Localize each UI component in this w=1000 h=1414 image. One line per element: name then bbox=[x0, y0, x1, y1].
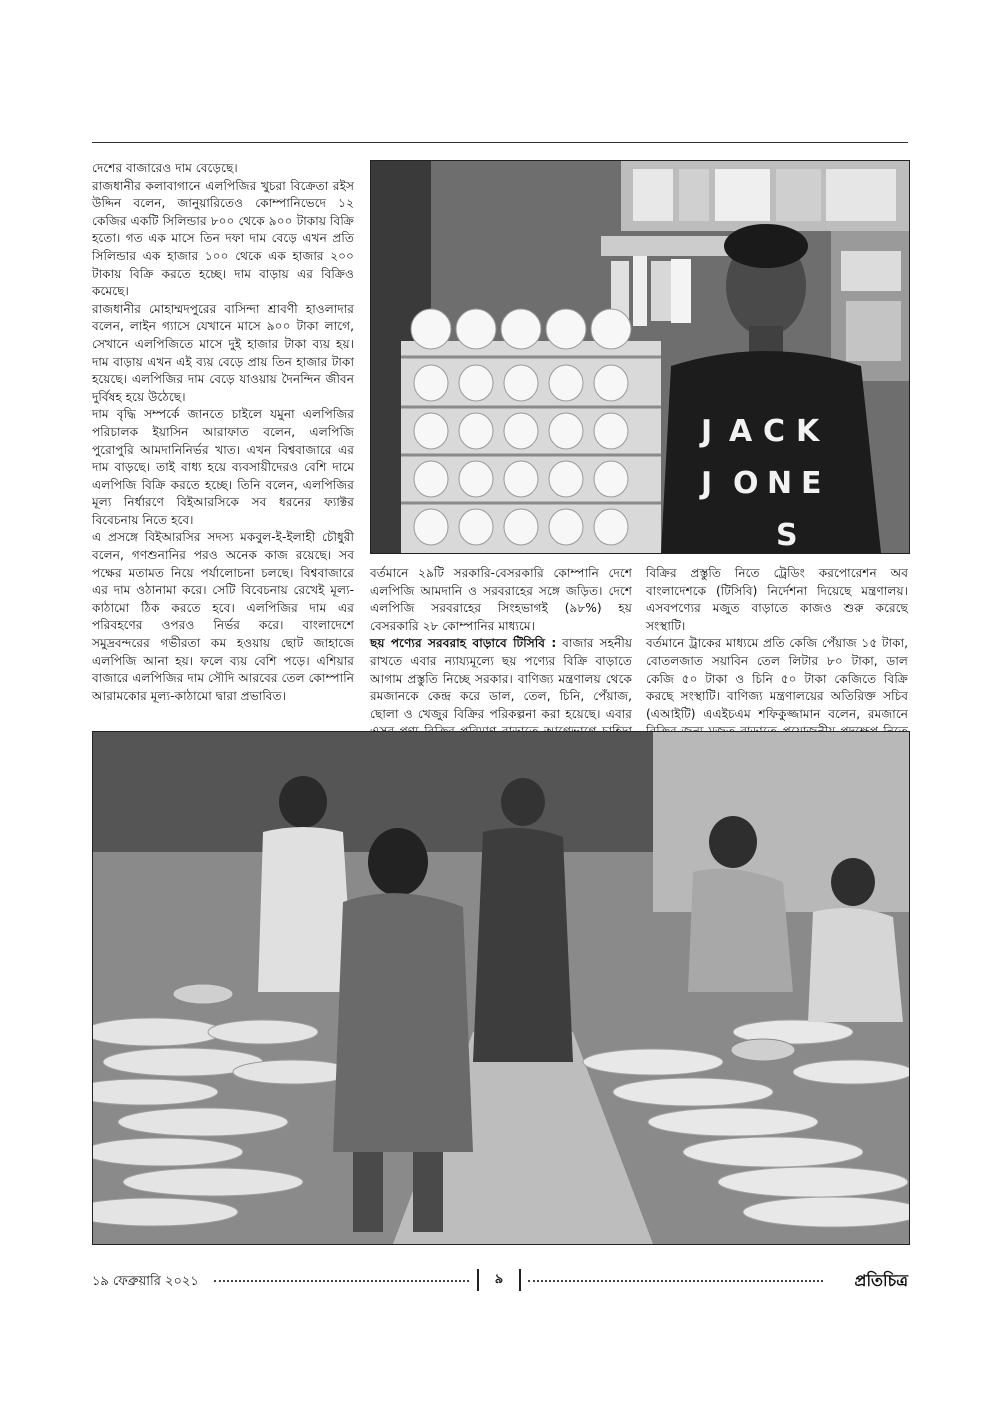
article-column-3 bbox=[646, 565, 908, 759]
paragraph: দাম বৃদ্ধি সম্পর্কে জানতে চাইলে যমুনা এলপিজির পরিচালক ইয়াসিন আরাফাত বলেন, এলপিজি পুরোপুরি আমদানিনির্ভর খাত। এখন বিশ্ববাজারে এর দাম বাড়ছে। তাই বাধ্য হয়ে ব্যবসায়ীদেরও বেশি দামে এলপিজি বিক্রি করতে হচ্ছে। তিনি বলেন, এলপিজির মূল্য নির্ধারণে বিইআরসিকে সব ধরনের ফ্যাক্টর বিবেচনায় নিতে হবে। bbox=[92, 407, 354, 527]
paragraph: রাজধানীর মোহাম্মদপুরের বাসিন্দা শ্রাবণী হাওলাদার বলেন, লাইন গ্যাসে যেখানে মাসে ৯০০ টাকা লাগে, সেখানে এলপিজিতে মাসে দুই হাজার টাকা ব্যয় হয়। দাম বাড়ায় এখন এই ব্যয় বেড়ে প্রায় তিন হাজার টাকা হয়েছে। এলপিজির দাম বেড়ে যাওয়ায় দৈনন্দিন জীবন দুর্বিষহ হয়ে উঠেছে। bbox=[92, 301, 354, 404]
paragraph: রাজধানীর কলাবাগানে এলপিজির খুচরা বিক্রেতা রইস উদ্দিন বলেন, জানুয়ারিতেও কোম্পানিভেদে ১২ কেজির একটি সিলিন্ডার ৮০০ থেকে ৯০০ টাকায় বিক্রি হতো। গত এক মাসে তিন দফা দাম বেড়ে এখন প্রতি সিলিন্ডার এক হাজার ১০০ থেকে এক হাজার ২০০ টাকায় বিক্রি করতে হচ্ছে। দাম বাড়ায় এর বিক্রিও কমেছে। bbox=[92, 178, 354, 299]
photo-egg-vendor bbox=[370, 160, 910, 554]
paragraph: বর্তমানে ২৯টি সরকারি-বেসরকারি কোম্পানি দেশে এলপিজি আমদানি ও সরবরাহের সঙ্গে জড়িত। দেশে এলপিজি সরবরাহের সিংহভাগই (৯৮%) হয় বেসরকারি ২৮ কোম্পানির মাধ্যমে। bbox=[370, 566, 632, 633]
photo-fish-market bbox=[92, 731, 910, 1245]
subheading: ছয় পণ্যের সরবরাহ বাড়াবে টিসিবি : bbox=[370, 636, 557, 651]
page-footer bbox=[92, 1269, 908, 1293]
shirt-letter: J bbox=[701, 414, 713, 449]
egg-trays bbox=[401, 309, 661, 553]
shirt-letter: K bbox=[796, 414, 820, 449]
shirt-letter: C bbox=[763, 414, 786, 449]
bowl bbox=[173, 984, 233, 1004]
shirt-letter: A bbox=[729, 414, 753, 449]
bowl bbox=[731, 1039, 795, 1061]
paragraph: বর্তমানে ট্রাকের মাধ্যমে প্রতি কেজি পেঁয়াজ ১৫ টাকা, বোতলজাত সয়াবিন তেল লিটার ৮০ টাকা, ডাল কেজি ৫০ টাকা ও চিনি ৫০ টাকা কেজিতে বিক্রি করছে সংস্থাটি। বাণিজ্য মন্ত্রণালয়ের অতিরিক্ত সচিব (এআইটি) এএইচএম শফিকুজ্জামান বলেন, রমজানে bbox=[646, 636, 908, 721]
paragraph: বিক্রির প্রস্তুতি নিতে ট্রেডিং করপোরেশন অব বাংলাদেশকে (টিসিবি) নির্দেশনা দিয়েছে মন্ত্রণালয়। এসবপণ্যের মজুত বাড়াতে কাজও শুরু করেছে সংস্থাটি। bbox=[646, 566, 908, 633]
shirt-letter: N bbox=[767, 466, 793, 501]
paragraph-text: বাজার সহনীয় রাখতে এবার ন্যায্যমূল্যে ছয় পণ্যের বিক্রি বাড়াতে আগাম প্রস্তুতি নিচ্ছে সরকার। বাণিজ্য মন্ত্রণালয় থেকে রমজানকে কেন্দ্র করে ডাল, তেল, চিনি, পেঁয়াজ, ছোলা ও খেজুর বিক্রির পরিকল্পনা করা হয়েছে। এবার bbox=[370, 636, 632, 721]
issue-date: ১৯ ফেব্রুয়ারি ২০২১ bbox=[92, 1274, 199, 1289]
footer-divider bbox=[214, 1280, 469, 1282]
article-column-1 bbox=[92, 160, 354, 705]
shirt-letter: S bbox=[776, 518, 798, 553]
paragraph: এ প্রসঙ্গে বিইআরসির সদস্য মকবুল-ই-ইলাহী চৌধুরী বলেন, গণশুনানির পরও অনেক কাজ রয়েছে। সব পক্ষের মতামত নিয়ে পর্যালোচনা চলছে। বিশ্ববাজারে এর দাম ওঠানামা করে। সেটি বিবেচনায় রেখেই মূল্য-কাঠামো ঠিক করতে হবে। এলপিজির দাম এর পরিবহণের ওপরও নির্ভর করে। বাংলাদেশে সমুদ্রবন্দরের গভীরতা কম হওয়ায় ছোট জাহাজে এলপিজি আনা হয়। ফলে ব্যয় বেশি পড়ে। এশিয়ার বাজারে এলপিজির দাম সৌদি আরবের তেল কোম্পানি আরামকোর মূল্য-কাঠামো দ্বারা প্রভাবিত। bbox=[92, 530, 354, 703]
page-number: ৯ bbox=[477, 1269, 521, 1291]
top-rule bbox=[92, 142, 908, 143]
shirt-letter: J bbox=[701, 466, 713, 501]
shirt-letter: O bbox=[733, 466, 759, 501]
publication-brand: প্রতিচিত্র bbox=[854, 1271, 908, 1290]
article-column-2 bbox=[370, 565, 632, 759]
paragraph: দেশের বাজারেও দাম বেড়েছে। bbox=[92, 161, 238, 175]
shirt-letter: E bbox=[801, 466, 822, 501]
footer-divider bbox=[528, 1280, 823, 1282]
